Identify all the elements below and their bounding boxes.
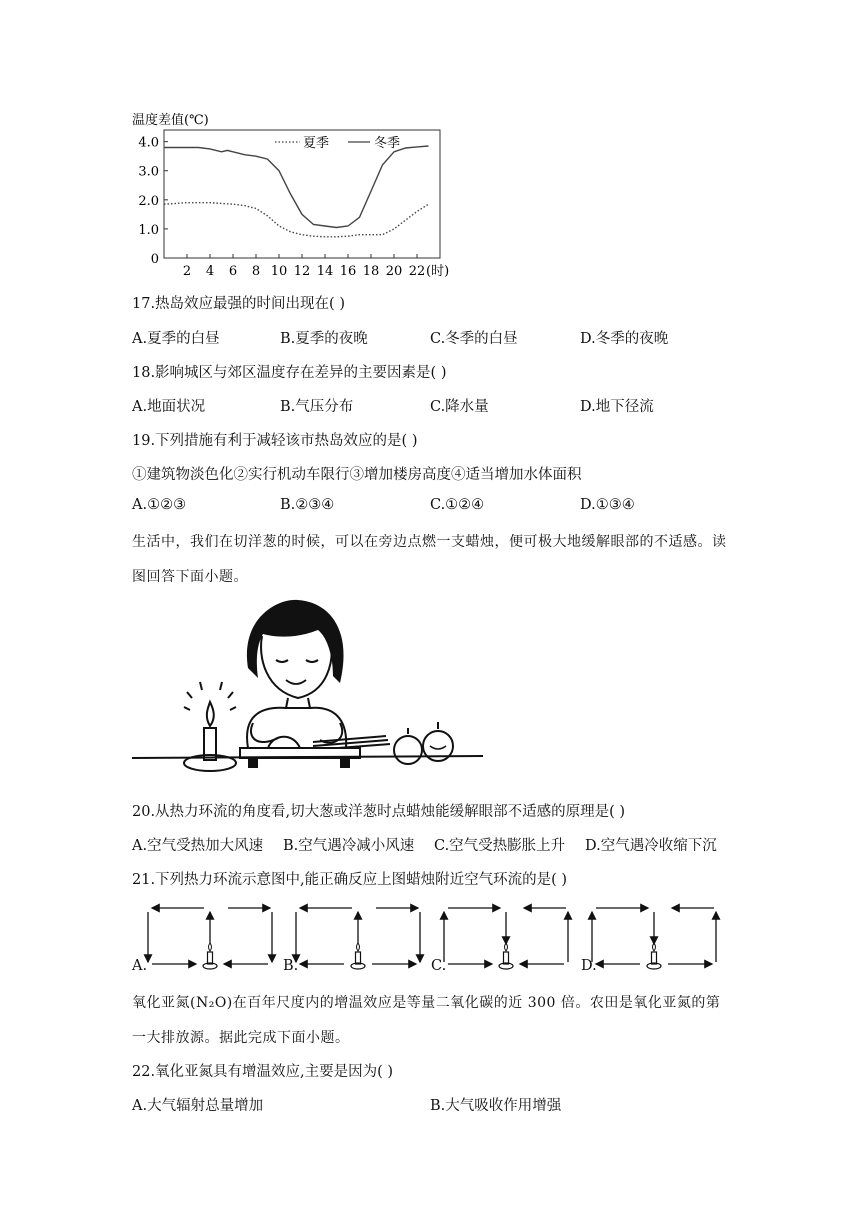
- q18-stem: 18.影响城区与郊区温度存在差异的主要因素是( ): [132, 365, 447, 381]
- x-tick-label: 10: [270, 264, 288, 279]
- q22-stem: 22.氧化亚氮具有增温效应,主要是因为( ): [132, 1064, 394, 1080]
- candle-flame: [357, 943, 360, 951]
- q18-option-c[interactable]: C.降水量: [430, 399, 489, 415]
- q17-option-c[interactable]: C.冬季的白昼: [430, 331, 518, 347]
- q19-option-d[interactable]: D.①③④: [580, 497, 635, 513]
- q20-stem: 20.从热力环流的角度看,切大葱或洋葱时点蜡烛能缓解眼部不适感的原理是( ): [132, 804, 626, 820]
- intro-n2o-line1: 氧化亚氮(N₂O)在百年尺度内的增温效应是等量二氧化碳的近 300 倍。农田是氧化亚氮的第: [132, 995, 721, 1011]
- onion-cutting-illustration: [128, 598, 488, 778]
- x-tick-label: 14: [316, 264, 334, 279]
- diagram-d: [592, 908, 716, 969]
- series-line-summer: [164, 203, 429, 237]
- q19-option-c[interactable]: C.①②④: [430, 497, 485, 513]
- q22-option-b[interactable]: B.大气吸收作用增强: [430, 1098, 562, 1114]
- q22-option-a[interactable]: A.大气辐射总量增加: [132, 1098, 264, 1114]
- x-tick-label: 12: [293, 264, 311, 279]
- x-tick-label: 22: [408, 264, 426, 279]
- q19-option-a[interactable]: A.①②③: [132, 497, 187, 513]
- diagram-b: [296, 908, 420, 969]
- y-tick-label: 2.0: [138, 193, 159, 209]
- x-tick-label: 16: [339, 264, 357, 279]
- q21-option-b[interactable]: B.: [283, 958, 299, 974]
- q18-option-a[interactable]: A.地面状况: [132, 399, 206, 415]
- thermal-circulation-diagrams: [140, 896, 730, 980]
- q21-stem: 21.下列热力环流示意图中,能正确反应上图蜡烛附近空气环流的是( ): [132, 872, 568, 888]
- q19-measures: ①建筑物淡色化②实行机动车限行③增加楼房高度④适当增加水体面积: [132, 467, 582, 483]
- q17-option-b[interactable]: B.夏季的夜晚: [280, 331, 368, 347]
- q21-option-a[interactable]: A.: [132, 958, 148, 974]
- candle-flame: [653, 943, 656, 951]
- q20-option-a[interactable]: A.空气受热加大风速: [132, 838, 264, 854]
- legend-summer-label: 夏季: [303, 136, 330, 151]
- y-tick-label: 1.0: [138, 222, 159, 238]
- q18-option-b[interactable]: B.气压分布: [280, 399, 354, 415]
- x-tick-label: 20: [385, 264, 403, 279]
- candle-body: [356, 952, 361, 964]
- x-tick-label: 6: [228, 264, 238, 279]
- candle-flame: [209, 943, 212, 951]
- q19-option-b[interactable]: B.②③④: [280, 497, 335, 513]
- temperature-difference-chart: [120, 100, 465, 280]
- q17-option-a[interactable]: A.夏季的白昼: [132, 331, 220, 347]
- x-tick-label: 4: [205, 264, 215, 279]
- series-lines: [164, 146, 429, 237]
- y-tick-label: 0: [150, 252, 159, 267]
- q20-option-c[interactable]: C.空气受热膨胀上升: [434, 838, 566, 854]
- intro-candle-line1: 生活中，我们在切洋葱的时候，可以在旁边点燃一支蜡烛，便可极大地缓解眼部的不适感。读: [132, 534, 727, 550]
- diagram-a: [148, 908, 272, 969]
- candle-body: [652, 952, 657, 964]
- diagram-c: [444, 908, 568, 969]
- q17-option-d[interactable]: D.冬季的夜晚: [580, 331, 669, 347]
- legend-winter-label: 冬季: [374, 136, 401, 151]
- q19-stem: 19.下列措施有利于减轻该市热岛效应的是( ): [132, 433, 418, 449]
- y-tick-label: 3.0: [138, 164, 159, 180]
- y-axis-label: 温度差值(℃): [132, 113, 209, 128]
- q18-option-d[interactable]: D.地下径流: [580, 399, 654, 415]
- x-axis-label: (时): [426, 264, 450, 279]
- x-tick-label: 8: [251, 264, 261, 279]
- q17-stem: 17.热岛效应最强的时间出现在( ): [132, 296, 345, 312]
- q20-option-d[interactable]: D.空气遇冷收缩下沉: [585, 838, 717, 854]
- q21-option-d[interactable]: D.: [581, 958, 597, 974]
- intro-n2o-line2: 一大排放源。据此完成下面小题。: [132, 1030, 350, 1046]
- q21-option-c[interactable]: C.: [431, 958, 447, 974]
- intro-candle-line2: 图回答下面小题。: [132, 569, 248, 585]
- x-tick-label: 18: [362, 264, 380, 279]
- candle-body: [208, 952, 213, 964]
- x-tick-label: 2: [182, 264, 192, 279]
- y-tick-label: 4.0: [138, 135, 159, 151]
- candle-flame: [505, 943, 508, 951]
- series-line-winter: [164, 146, 429, 228]
- candle-body: [504, 952, 509, 964]
- q20-option-b[interactable]: B.空气遇冷减小风速: [283, 838, 415, 854]
- legend: [275, 136, 400, 151]
